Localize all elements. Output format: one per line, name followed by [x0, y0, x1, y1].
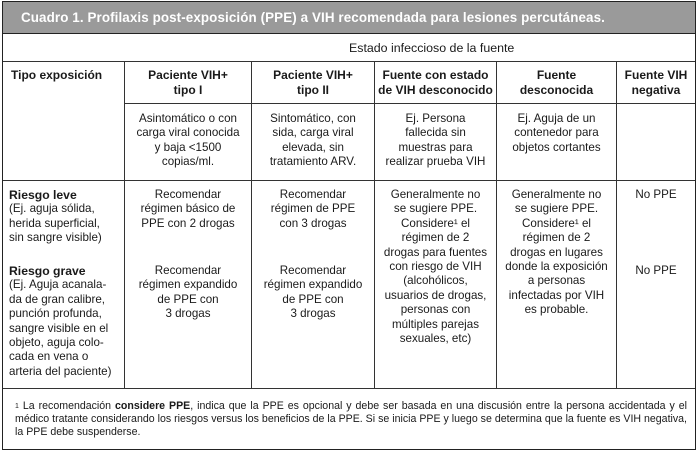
- cell-line: régimen de PPE: [270, 202, 356, 216]
- cell-line: Sintomático, con: [270, 112, 356, 125]
- estado-infeccioso-label: Estado infeccioso de la fuente: [349, 41, 515, 55]
- cell-line: Ej. Aguja de un: [517, 112, 596, 125]
- cell-line: contenedor para: [514, 126, 599, 140]
- cell-line: sexuales, etc): [399, 332, 472, 346]
- cell-line: Generalmente no: [390, 188, 481, 201]
- cell-line: realizar prueba VIH: [385, 155, 486, 169]
- cell-line: régimen expandido: [138, 278, 238, 292]
- divider: [3, 180, 695, 181]
- risk-detail: da de gran calibre,: [9, 292, 106, 306]
- grave-vih-negativa: [617, 264, 695, 278]
- cell-line: de PPE con: [157, 292, 219, 306]
- cell-line: con riesgo de VIH: [389, 260, 482, 274]
- desc-fuente-desconocida: [497, 112, 616, 155]
- header-line: desconocida: [519, 82, 594, 97]
- divider: [124, 103, 695, 104]
- header-line: Fuente VIH: [624, 68, 688, 82]
- header-line: Fuente: [536, 68, 577, 82]
- footnote-text-end: , indica que la PPE es opcional y debe ser basada en una discusión entre la persona accidentada y el médico tratante considerando los riesgos versus los beneficios de la PPE. Si se inicia PPE y luego se determina que la fuente es VIH negativa, la PPE debe suspenderse.: [15, 400, 688, 439]
- risk-detail: sin sangre visible): [9, 231, 102, 245]
- col-header-vih-tipo-2: [252, 68, 374, 97]
- cell-line: Considere¹ el: [401, 216, 470, 230]
- divider: [3, 61, 695, 62]
- col-header-estado-desconocido: [375, 68, 496, 97]
- footnote: [15, 400, 687, 440]
- cell-line: Considere¹ el: [522, 216, 591, 230]
- cell-line: tratamiento ARV.: [269, 155, 357, 169]
- cell-line: No PPE: [635, 264, 677, 277]
- cell-line: sida, carga viral: [272, 126, 354, 140]
- cell-line: Asintomático o con: [139, 112, 237, 125]
- cell-line: drogas para fuentes: [383, 245, 488, 259]
- leve-vih-negativa: [617, 188, 695, 202]
- header-line: Paciente VIH+: [273, 68, 353, 82]
- divider: [616, 61, 617, 388]
- cell-line: personas con: [400, 303, 471, 317]
- header-line: de VIH desconocido: [378, 82, 493, 97]
- desc-vih-tipo-2: [252, 112, 374, 170]
- grave-vih-tipo-2: [252, 264, 374, 322]
- cell-line: de PPE con: [282, 292, 344, 306]
- cell-line: múltiples parejas: [392, 317, 479, 331]
- risk-title: Riesgo grave: [9, 264, 86, 278]
- cell-line: No PPE: [635, 188, 677, 201]
- cell-line: copias/ml.: [161, 155, 215, 169]
- cell-line: usuarios de drogas,: [384, 288, 487, 302]
- leve-vih-tipo-1: [125, 188, 251, 231]
- tipo-exposicion-header: Tipo exposición: [11, 68, 103, 82]
- header-line: Fuente con estado: [382, 68, 489, 82]
- risk-detail: (Ej. aguja sólida,: [9, 202, 95, 216]
- cell-line: es probable.: [524, 303, 589, 317]
- cell-line: Generalmente no: [511, 188, 602, 201]
- cell-line: muestras para: [398, 140, 473, 154]
- cell-line: PPE con 2 drogas: [141, 216, 235, 230]
- cell-line: objetos cortantes: [512, 140, 601, 154]
- header-line: Paciente VIH+: [148, 68, 228, 82]
- leve-vih-tipo-2: [252, 188, 374, 231]
- risk-detail: herida superficial,: [9, 216, 100, 230]
- cell-line: Recomendar: [279, 188, 347, 201]
- recomendacion-estado-desconocido: [375, 188, 496, 346]
- col-header-vih-negativa: [617, 68, 695, 97]
- cell-line: donde la exposición: [505, 260, 608, 274]
- col-header-vih-tipo-1: [125, 68, 251, 97]
- cell-line: Recomendar: [154, 188, 222, 201]
- divider: [3, 388, 695, 389]
- risk-detail: punción profunda,: [9, 307, 102, 321]
- footnote-marker: 1: [15, 403, 19, 410]
- cell-line: régimen básico de: [140, 202, 236, 216]
- cell-line: con 3 drogas: [279, 216, 347, 230]
- cell-line: a personas: [527, 274, 586, 288]
- cell-line: 3 drogas: [290, 307, 336, 321]
- risk-detail: (Ej. Aguja acanala-: [9, 278, 107, 292]
- cell-line: (alcohólicos,: [403, 274, 468, 288]
- cell-line: Recomendar: [154, 264, 222, 277]
- riesgo-grave-label: [9, 264, 123, 379]
- cell-line: y baja <1500: [154, 140, 222, 154]
- ppe-table-frame: [2, 1, 696, 450]
- recomendacion-fuente-desconocida: [497, 188, 616, 318]
- cell-line: se sugiere PPE.: [393, 202, 478, 216]
- cell-line: fallecida sin: [405, 126, 466, 140]
- cell-line: régimen de 2: [522, 231, 591, 245]
- cell-line: drogas en lugares: [510, 245, 603, 259]
- cell-line: se sugiere PPE.: [514, 202, 599, 216]
- header-line: tipo I: [173, 82, 203, 97]
- header-line: tipo II: [297, 82, 329, 97]
- footnote-emphasis: considere PPE: [115, 400, 191, 412]
- riesgo-leve-label: [9, 188, 123, 246]
- table-title: Cuadro 1. Profilaxis post-exposición (PPE) a VIH recomendada para lesiones percutáneas.: [3, 2, 695, 34]
- desc-vih-tipo-1: [125, 112, 251, 170]
- cell-line: régimen expandido: [263, 278, 363, 292]
- risk-title: Riesgo leve: [9, 188, 77, 202]
- risk-detail: cada en vena o: [9, 350, 89, 364]
- cell-line: elevada, sin: [282, 140, 344, 154]
- risk-detail: objeto, aguja colo-: [9, 336, 104, 350]
- estado-infeccioso-header: [3, 35, 695, 62]
- header-line: negativa: [631, 82, 681, 97]
- cell-line: 3 drogas: [165, 307, 211, 321]
- risk-detail: arteria del paciente): [9, 364, 112, 378]
- cell-line: infectadas por VIH: [508, 288, 605, 302]
- cell-line: Recomendar: [279, 264, 347, 277]
- risk-detail: sangre visible en el: [9, 321, 109, 335]
- cell-line: régimen de 2: [401, 231, 470, 245]
- desc-estado-desconocido: [375, 112, 496, 170]
- cell-line: Ej. Persona: [405, 112, 466, 125]
- col-header-fuente-desconocida: [497, 68, 616, 97]
- footnote-text-start: La recomendación: [22, 400, 116, 412]
- grave-vih-tipo-1: [125, 264, 251, 322]
- cell-line: carga viral conocida: [136, 126, 240, 140]
